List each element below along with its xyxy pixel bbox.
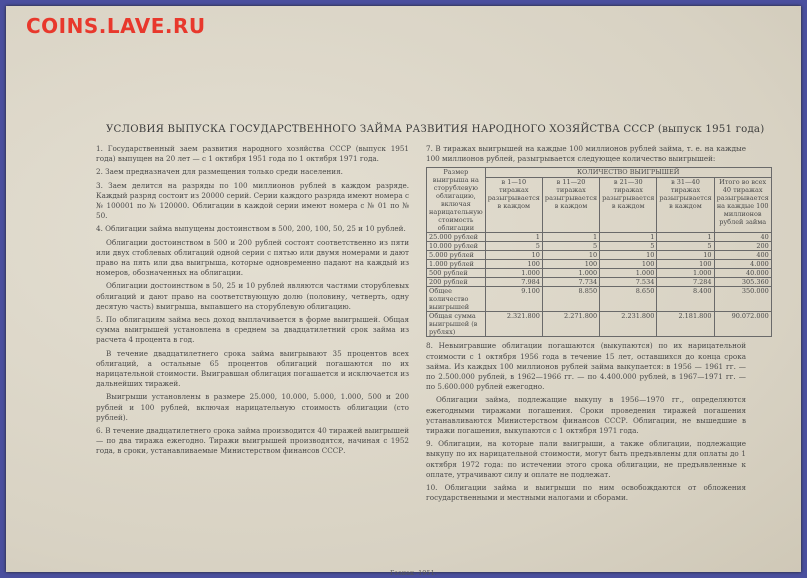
clause-2: 2. Заем предназначен для размещения только среди населения. (96, 167, 343, 177)
clause-10: 10. Облигации займа и выигрыши по ним освобождаются от обложения государственными и местными налогами и сборами. (426, 483, 746, 503)
clause-5-note-a: В течение двадцатилетнего срока займа выигрывают 35 процентов всех облигаций, а остальные 65 процентов облигаций погашаются по их нарицательной стоимости. Выигравшая облигация погашается и исключается из дальнейших тиражей. (96, 348, 409, 389)
header-prize-size: Размер выигрыша на сторублевую облигацию, включая нарицательную стоимость облигации (427, 168, 486, 233)
clause-8: 8. Невыигравшие облигации погашаются (выкупаются) по их нарицательной стоимости с 1 октября 1956 года в течение 15 лет, оставшихся до конца срока займа. Из каждых 100 миллионов рублей займа выкупается: в 1956 — 1961 гг. — по 2.500.000 рублей, в 1962—1966 гг. — по 4.400.000 рублей, в 1967—1971 гг. — по 5.600.000 рублей ежегодно. (426, 341, 746, 392)
table-row: 200 рублей 7.984 7.734 7.534 7.284 305.360 (427, 278, 772, 287)
clause-1: 1. Государственный заем развития народного хозяйства СССР (выпуск 1951 года) выпущен на 20 лет — с 1 октября 1951 года по 1 октября 1971 года. (96, 144, 409, 164)
header-draws-11-20: в 11—20 тиражах разыгрывается в каждом (542, 178, 599, 233)
header-draws-31-40: в 31—40 тиражах разыгрывается в каждом (657, 178, 714, 233)
left-column (96, 144, 409, 460)
header-draws-21-30: в 21—30 тиражах разыгрывается в каждом (600, 178, 657, 233)
header-draws-1-10: в 1—10 тиражах разыгрывается в каждом (485, 178, 542, 233)
clause-4: 4. Облигации займа выпущены достоинством в 500, 200, 100, 50, 25 и 10 рублей. (96, 224, 406, 234)
table-row: 500 рублей 1.000 1.000 1.000 1.000 40.000 (427, 269, 772, 278)
clause-3: 3. Заем делится на разряды по 100 миллионов рублей в каждом разряде. Каждый разряд состоит из 20000 серий. Серии каждого разряда имеют номера с № 100001 по № 120000. Облигации в каждой серии имеют номера с № 01 по № 50. (96, 180, 409, 221)
clause-9: 9. Облигации, на которые пали выигрыши, а также облигации, подлежащие выкупу по их нарицательной стоимости, могут быть предъявлены для оплаты до 1 октября 1972 года: по истечении этого срока облигации, не предъявленные к оплате, утрачивают силу и оплате не подлежат. (426, 439, 746, 479)
table-row: 5.000 рублей 10 10 10 10 400 (427, 251, 772, 260)
printer-imprint: Гознак. 1951. (390, 569, 437, 577)
watermark-logo: COINS.LAVE.RU (26, 14, 206, 38)
clause-7: 7. В тиражах выигрышей на каждые 100 миллионов рублей займа, т. е. на каждые 100 миллионов рублей, разыгрывается следующее количество выигрышей: (426, 144, 746, 164)
clause-8-note: Облигации займа, подлежащие выкупу в 1956—1970 гг., определяются ежегодными тиражами погашения. Сроки проведения тиражей погашения устанавливаются Министерством финансов СССР. Облигации, не вышедшие в тиражи погашения, выкупаются с 1 октября 1971 года. (426, 395, 746, 436)
clause-5-note-b: Выигрыши установлены в размере 25.000, 10.000, 5.000, 1.000, 500 и 200 рублей и 100 рублей, включая нарицательную стоимость облигации (сто рублей). (96, 392, 409, 422)
right-column (426, 144, 769, 506)
clause-6: 6. В течение двадцатилетнего срока займа производится 40 тиражей выигрышей — по два тиража ежегодно. Тиражи выигрышей производятся, начиная с 1952 года, в сроки, устанавливаемые Министерством финансов СССР. (96, 426, 409, 456)
document-title: УСЛОВИЯ ВЫПУСКА ГОСУДАРСТВЕННОГО ЗАЙМА РАЗВИТИЯ НАРОДНОГО ХОЗЯЙСТВА СССР (выпуск 1951 года) (106, 124, 765, 135)
total-count-row: Общее количество выигрышей 9.100 8.850 8.650 8.400 350.000 (427, 287, 772, 312)
clause-5: 5. По облигациям займа весь доход выплачивается в форме выигрышей. Общая сумма выигрышей установлена в среднем за двадцатилетний срок займа из расчета 4 процента в год. (96, 315, 409, 345)
table-row: 10.000 рублей 5 5 5 5 200 (427, 242, 772, 251)
clause-4-note-b: Облигации достоинством в 50, 25 и 10 рублей являются частями сторублевых облигаций и дают право на соответствующую долю (половину, четверть, одну десятую часть) выигрыша, выпавшего на сторублевую облигацию. (96, 281, 409, 311)
table-row: 25.000 рублей 1 1 1 1 40 (427, 233, 772, 242)
table-row: 1.000 рублей 100 100 100 100 4.000 (427, 260, 772, 269)
header-prize-count: КОЛИЧЕСТВО ВЫИГРЫШЕЙ (485, 168, 771, 178)
prize-table (426, 167, 772, 337)
total-sum-row: Общая сумма выигрышей (в рублях) 2.321.800 2.271.800 2.231.800 2.181.800 90.072.000 (427, 312, 772, 337)
bond-reverse-sheet (6, 6, 801, 577)
clause-4-note-a: Облигации достоинством в 500 и 200 рублей состоят соответственно из пяти или двух стоблевых облигаций одной серии с пятью или двумя номерами и дают право на пять или два выигрыша, которые одновременно падают на каждый из номеров, обозначенных на облигации. (96, 237, 409, 278)
header-draws-total: Итого во всех 40 тиражах разыгрывается на каждые 100 миллионов рублей займа (714, 178, 771, 233)
